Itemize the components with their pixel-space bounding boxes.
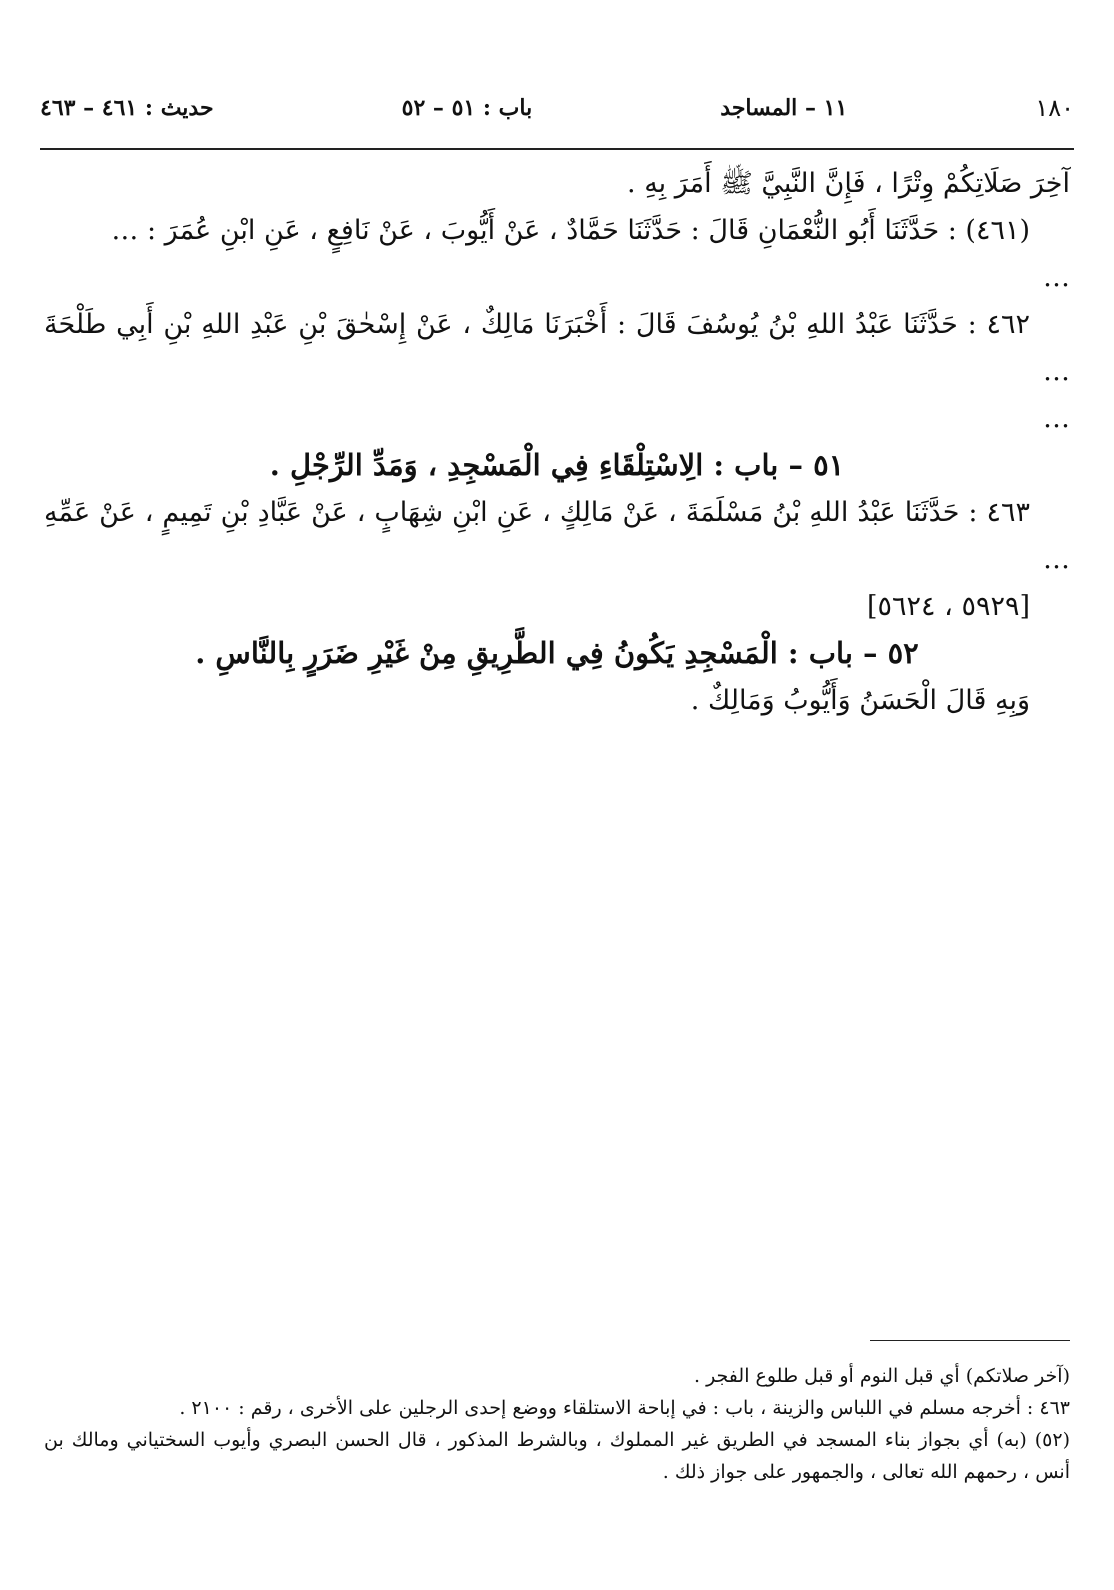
text-line: … (1043, 262, 1070, 293)
hadith-463: ٤٦٣ : حَدَّثَنَا عَبْدُ اللهِ بْنُ مَسْلَمَةَ ، عَنْ مَالِكٍ ، عَنِ ابْنِ شِهَابٍ ، عَنْ عَبَّادِ بْنِ تَمِيمٍ ، عَنْ عَمِّهِ … (44, 497, 1070, 575)
text-line: آخِرَ صَلَاتِكُمْ وِتْرًا ، فَإِنَّ النَّبِيَّ ﷺ أَمَرَ بِهِ . (627, 168, 1070, 199)
footnote: (آخر صلاتكم) أي قبل النوم أو قبل طلوع الفجر . (693, 1365, 1070, 1387)
footnote-rule (870, 1340, 1070, 1341)
footnote: (٥٢) (به) أي بجواز بناء المسجد في الطريق غير المملوك ، وبالشرط المذكور ، قال الحسن البصري وأيوب السختياني ومالك بن أنس ، رحمهم الله تعالى ، والجمهور على جواز ذلك . (44, 1429, 1070, 1483)
chapter-heading-51: ٥١ – باب : الِاسْتِلْقَاءِ فِي الْمَسْجِدِ ، وَمَدِّ الرِّجْلِ . (269, 448, 845, 482)
running-header (40, 88, 1074, 128)
text-line: (٤٦١) : حَدَّثَنَا أَبُو النُّعْمَانِ قَالَ : حَدَّثَنَا حَمَّادٌ ، عَنْ أَيُّوبَ ، عَنْ نَافِعٍ ، عَنِ ابْنِ عُمَرَ : … (111, 215, 1030, 246)
chapter-52-note: وَبِهِ قَالَ الْحَسَنُ وَأَيُّوبُ وَمَالِكٌ . (690, 685, 1030, 716)
page-number: ١٨٠ (1035, 94, 1074, 122)
text-line: … (1043, 403, 1070, 434)
hadith-range: حديث : ٤٦١ – ٤٦٣ (40, 95, 214, 121)
bab-range: باب : ٥١ – ٥٢ (401, 95, 533, 121)
main-text (44, 160, 1070, 724)
text-line: ٤٦٢ : حَدَّثَنَا عَبْدُ اللهِ بْنُ يُوسُفَ قَالَ : أَخْبَرَنَا مَالِكٌ ، عَنْ إِسْحٰقَ بْنِ عَبْدِ اللهِ بْنِ أَبِي طَلْحَةَ … (44, 309, 1070, 387)
footnotes (44, 1360, 1070, 1488)
chapter-heading-52: ٥٢ – باب : الْمَسْجِدِ يَكُونُ فِي الطَّرِيقِ مِنْ غَيْرِ ضَرَرٍ بِالنَّاسِ . (195, 636, 919, 670)
footnote: ٤٦٣ : أخرجه مسلم في اللباس والزينة ، باب : في إباحة الاستلقاء ووضع إحدى الرجلين على الأخرى ، رقم : ٢١٠٠ . (179, 1397, 1070, 1419)
hadith-463-refs: [٥٩٢٩ ، ٥٦٢٤] (866, 591, 1030, 622)
header-rule (40, 148, 1074, 150)
chapter-title: ١١ – المساجد (720, 95, 848, 121)
